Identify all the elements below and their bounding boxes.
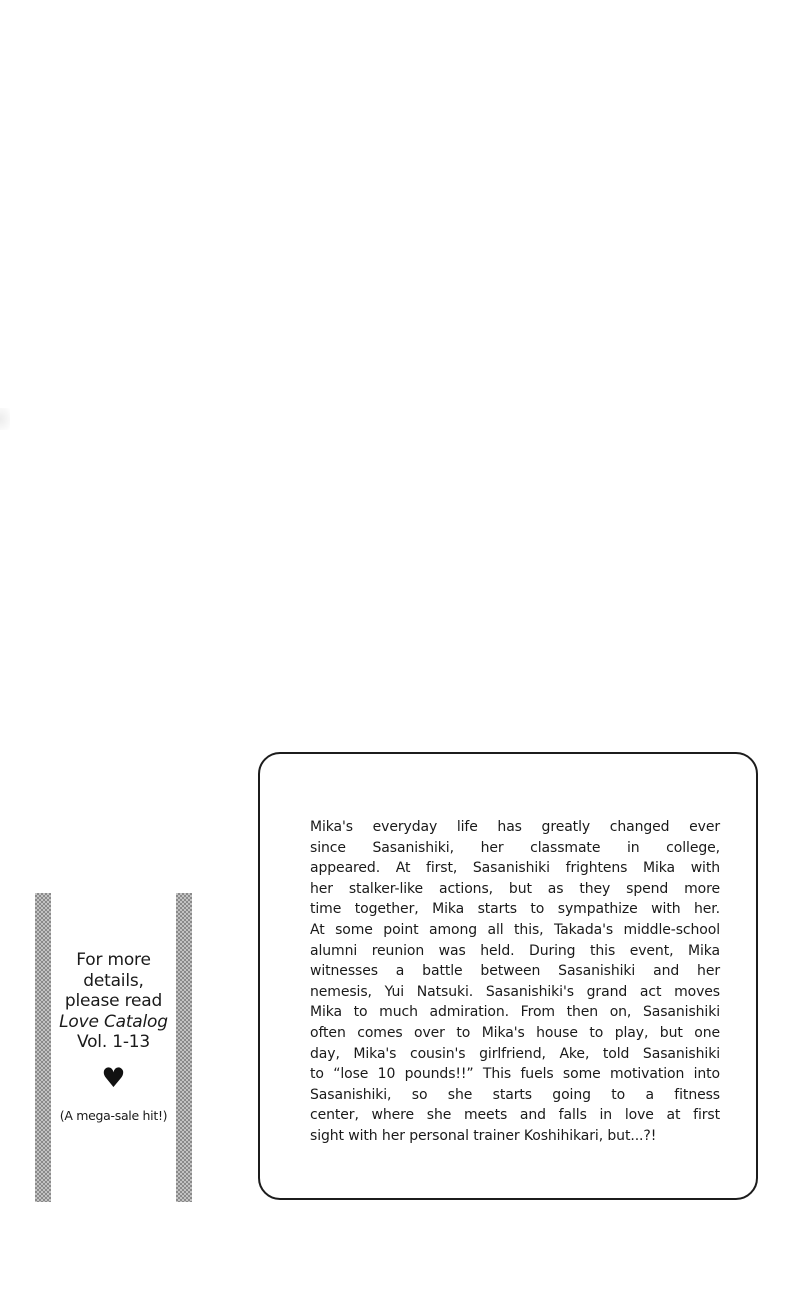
side-note (35, 893, 192, 1202)
synopsis-line: center, where she meets and falls in love at first (310, 1107, 720, 1124)
synopsis-line: often comes over to Mika's house to play, but one (310, 1024, 720, 1041)
synopsis-line: day, Mika's cousin's girlfriend, Ake, told Sasanishiki (310, 1045, 720, 1062)
heart-icon: ♥ (101, 1062, 126, 1094)
synopsis-line: to “lose 10 pounds!!” This fuels some motivation into (310, 1066, 720, 1083)
synopsis-line: appeared. At first, Sasanishiki frightens Mika with (310, 860, 720, 877)
synopsis-line: nemesis, Yui Natsuki. Sasanishiki's grand act moves (310, 983, 720, 1000)
synopsis-line: alumni reunion was held. During this event, Mika (310, 942, 720, 959)
note-line-volume-range: Vol. 1-13 (76, 1032, 151, 1052)
sale-caption: (A mega-sale hit!) (59, 1107, 168, 1123)
synopsis-line: since Sasanishiki, her classmate in college, (310, 839, 720, 856)
synopsis-line: Sasanishiki, so she starts going to a fitness (310, 1086, 720, 1103)
note-line-series-title: Love Catalog (59, 1011, 168, 1032)
synopsis-line: time together, Mika starts to sympathize with her. (310, 901, 720, 918)
halftone-bar-right (176, 893, 192, 1202)
scan-artifact (0, 408, 10, 430)
synopsis-line: witnesses a battle between Sasanishiki and her (310, 963, 720, 980)
halftone-bar-left (35, 893, 51, 1202)
synopsis-line: Mika's everyday life has greatly changed ever (310, 819, 720, 835)
synopsis-line: her stalker-like actions, but as they spend more (310, 880, 720, 897)
synopsis-line: At some point among all this, Takada's middle-school (310, 921, 720, 938)
synopsis-line: Mika to much admiration. From then on, Sasanishiki (310, 1004, 720, 1021)
side-note-content (51, 893, 176, 1202)
note-line: please read (64, 991, 163, 1011)
note-line: details, (83, 970, 144, 991)
note-line: For more (76, 950, 151, 970)
synopsis-line: sight with her personal trainer Koshihikari, but...?! (310, 1127, 657, 1144)
synopsis-box (258, 752, 758, 1200)
